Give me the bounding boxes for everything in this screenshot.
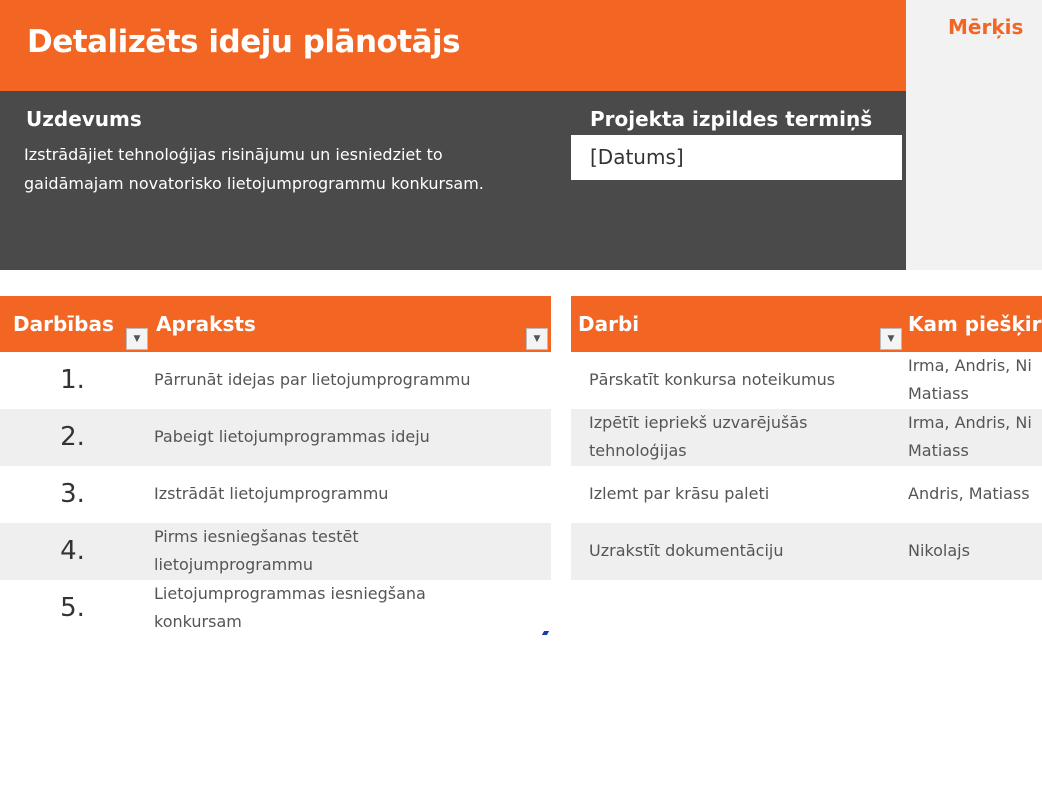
step-number: 3. <box>60 479 85 509</box>
goal-heading: Mērķis <box>948 15 1024 39</box>
step-description[interactable]: Lietojumprogrammas iesniegšana <box>154 584 426 603</box>
step-number: 2. <box>60 422 85 452</box>
deadline-heading: Projekta izpildes termiņš <box>590 107 873 131</box>
step-description[interactable]: Pārrunāt idejas par lietojumprogrammu <box>154 370 471 389</box>
column-header-tasks[interactable]: Darbi <box>578 312 640 336</box>
step-number: 1. <box>60 365 85 395</box>
task-description[interactable]: Izstrādājiet tehnoloģijas risinājumu un iesniedziet to gaidāmajam novatorisko lietojumprogrammu konkursam. <box>24 145 484 193</box>
goal-panel <box>906 0 1042 270</box>
step-description[interactable]: lietojumprogrammu <box>154 555 313 574</box>
step-description[interactable]: konkursam <box>154 612 242 631</box>
page-title: Detalizēts ideju plānotājs <box>27 24 461 60</box>
task-heading: Uzdevums <box>26 107 142 131</box>
step-number: 5. <box>60 593 85 623</box>
step-description[interactable]: Pabeigt lietojumprogrammas ideju <box>154 427 430 446</box>
filter-dropdown-icon[interactable]: ▼ <box>126 328 148 350</box>
step-description[interactable]: Izstrādāt lietojumprogrammu <box>154 484 389 503</box>
column-header-description[interactable]: Apraksts <box>156 312 256 336</box>
deadline-input[interactable]: [Datums] <box>571 135 902 180</box>
filter-dropdown-icon[interactable]: ▼ <box>880 328 902 350</box>
filter-dropdown-icon[interactable]: ▼ <box>526 328 548 350</box>
step-description[interactable]: Pirms iesniegšanas testēt <box>154 527 359 546</box>
step-number: 4. <box>60 536 85 566</box>
column-header-assigned[interactable]: Kam piešķir <box>908 312 1042 336</box>
column-header-actions[interactable]: Darbības <box>13 312 114 336</box>
